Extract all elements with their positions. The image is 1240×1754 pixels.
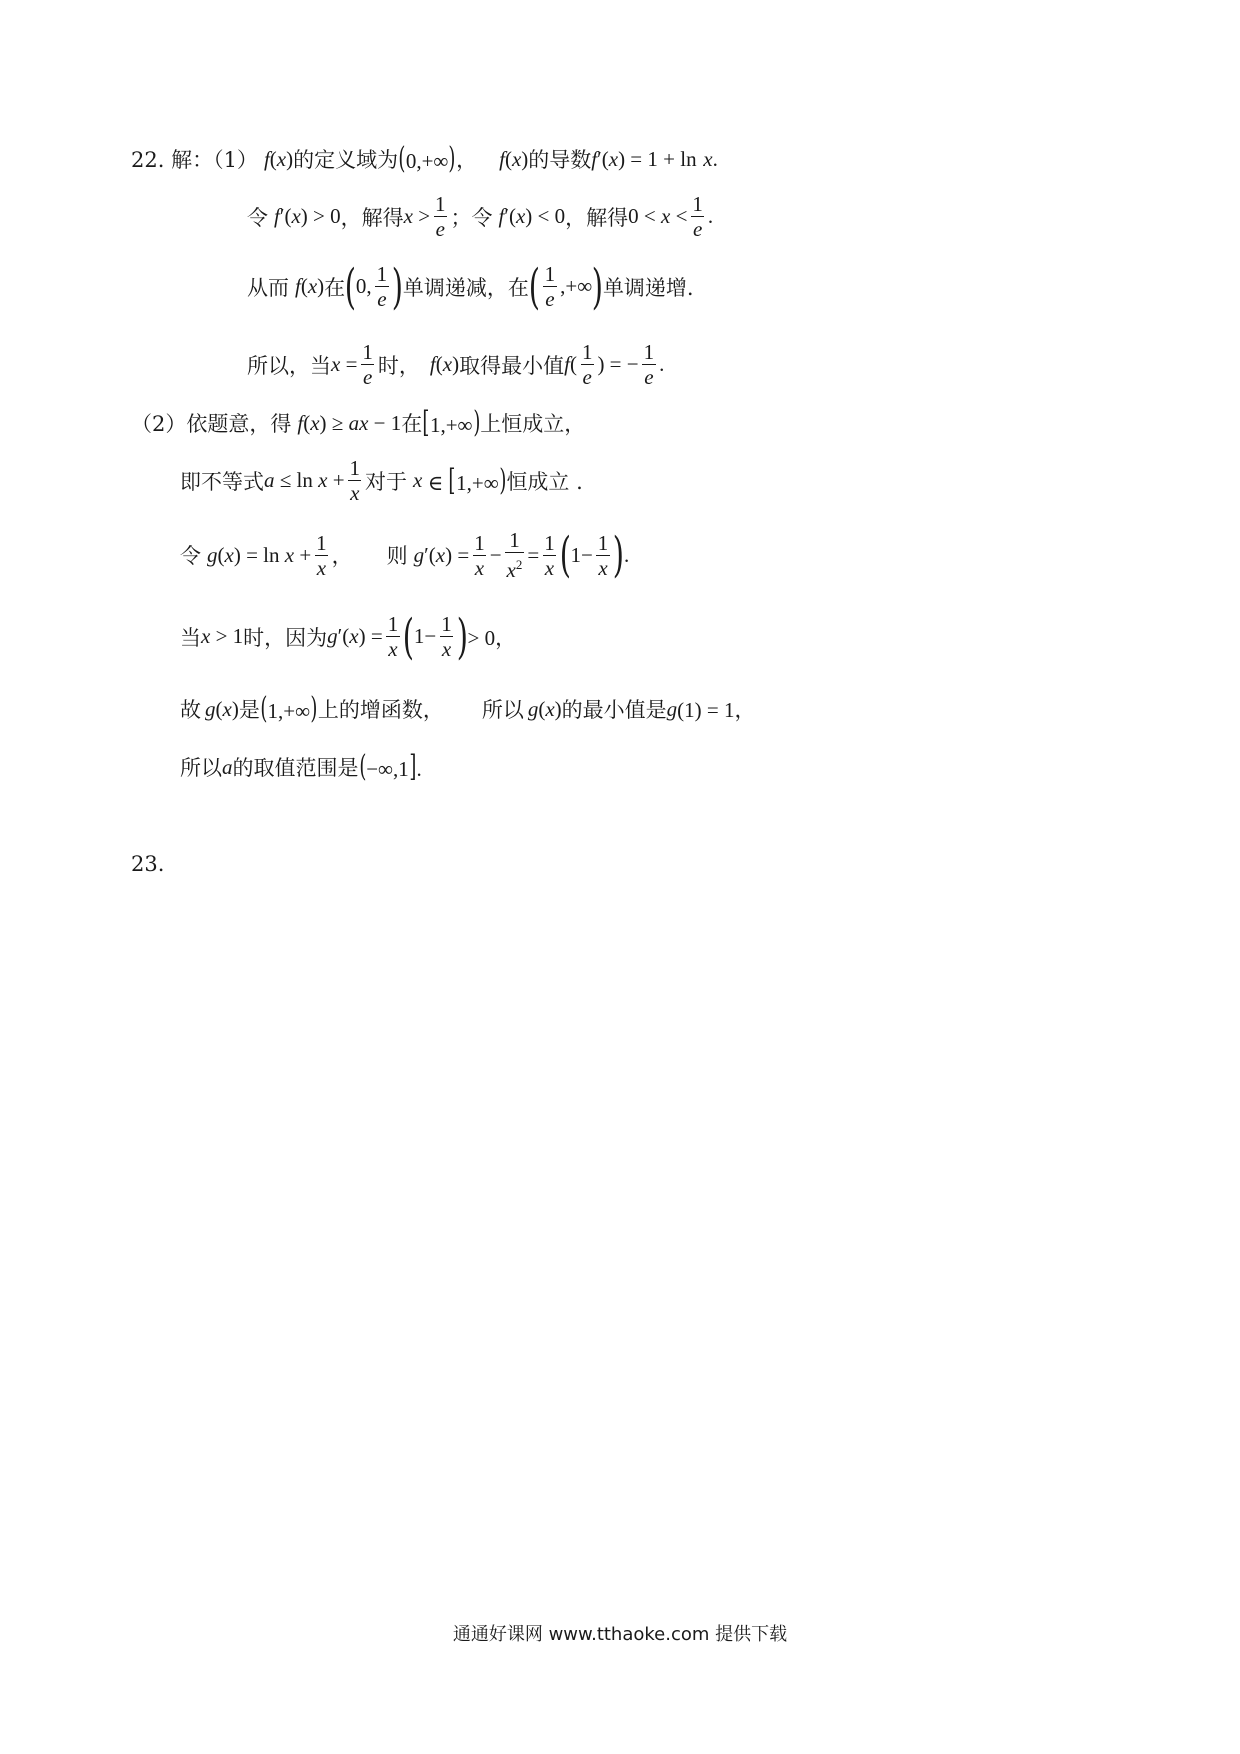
sol22-part2-line-4: 当 x > 1 时，因为 g ′( x ) = $\frac{1}{x}$ ( 1− $\frac{1}{x}$ ) > 0， (180, 608, 517, 665)
sol22-part2-line-1: （2）依题意，得 f ( x ) ≥ ax − 1 在 [1,+∞) 上恒成立， (131, 405, 586, 440)
sol22-part2-line-2: 即不等式 a ≤ ln x + $\frac{1}{x}$ 对于 x ∈ [1,+∞) 恒成立 . (180, 456, 583, 505)
sol22-line-1: 22. 解：（1） f ( x ) 的定义域为 (0,+∞) ， f ( x ) 的导数 f ′( x ) = 1 + ln x . (131, 141, 718, 176)
sol22-line-4: 所以，当 x = $\frac{1}{e}$ 时， f ( x ) 取得最小值 f ( $\frac{1}{e}$ ) = − $\frac{1}{e}$ . (247, 340, 665, 389)
problem-23-heading: 23. (131, 852, 165, 876)
sol22-part2-line-3: 令 g ( x ) = ln x + $\frac{1}{x}$ ， 则 g ′( x ) = $\frac{1}{x}$ − $\frac{1}{x^2}$ = $\frac{1}{x}$ ( 1− $\frac{1}{x}$ ) . (180, 527, 630, 583)
sol22-line-2: 令 f ′( x ) > 0 ，解得 x > $\frac{1}{e}$ ；令 f ′( x ) < 0 ，解得 0 < x < $\frac{1}{e}$ . (247, 192, 714, 241)
footer-credit: 通通好课网 www.tthaoke.com 提供下载 (452, 1624, 788, 1645)
sol22-part2-line-6: 所以 a 的取值范围是 (−∞,1]. (180, 749, 422, 784)
sol22-line-3: 从而 f ( x ) 在 ( 0, $\frac{1}{e}$ ) 单调递减，在 ( $\frac{1}{e}$ ,+∞ ) 单调递增. (247, 258, 694, 315)
sol22-part2-line-5: 故 g ( x ) 是 (1,+∞) 上的增函数， 所以 g ( x ) 的最小值是 g (1) = 1， (180, 691, 756, 726)
problem-22-heading: 22. 解：（1） (131, 148, 258, 172)
